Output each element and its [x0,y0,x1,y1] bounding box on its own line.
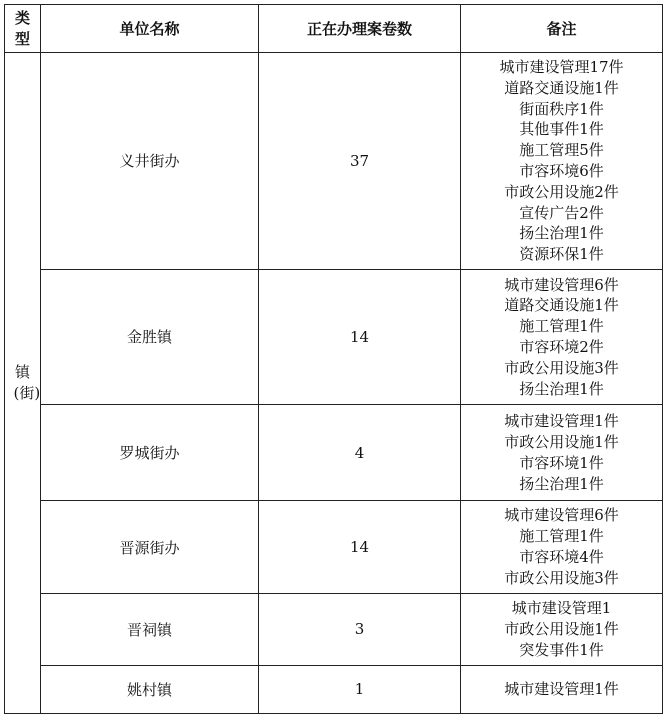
note-cell [461,405,663,501]
note-line: 城市建设管理1件 [504,680,619,699]
case-count: 37 [259,53,461,270]
case-table [4,4,663,714]
note-line: 施工管理1件 [519,317,604,336]
unit-name: 义井街办 [41,53,259,270]
note-line: 市政公用设施3件 [504,358,619,377]
note-line: 城市建设管理17件 [499,57,624,76]
case-count: 4 [259,405,461,501]
note-cell [461,269,663,404]
case-count: 3 [259,593,461,665]
note-line: 道路交通设施1件 [504,296,619,315]
note-line: 扬尘治理1件 [519,224,604,243]
table-row [5,501,663,593]
note-line: 市政公用设施1件 [504,619,619,638]
header-row [5,5,663,53]
case-count: 14 [259,501,461,593]
note-line: 城市建设管理6件 [504,506,619,525]
note-line: 市政公用设施3件 [504,568,619,587]
note-line: 道路交通设施1件 [504,78,619,97]
table-row [5,269,663,404]
note-cell [461,665,663,713]
note-line: 市容环境2件 [519,337,604,356]
unit-name: 金胜镇 [41,269,259,404]
note-line: 施工管理5件 [519,141,604,160]
note-cell [461,593,663,665]
unit-name: 晋源街办 [41,501,259,593]
table-row [5,665,663,713]
unit-name: 姚村镇 [41,665,259,713]
table-row [5,53,663,270]
group-label-cell [5,53,41,714]
note-line: 城市建设管理1件 [504,412,619,431]
unit-name: 罗城街办 [41,405,259,501]
header-type: 类型 [5,5,41,53]
note-line: 宣传广告2件 [519,203,604,222]
group-label: 镇(街) [13,363,41,403]
unit-name: 晋祠镇 [41,593,259,665]
note-cell [461,501,663,593]
note-line: 市政公用设施1件 [504,432,619,451]
header-name: 单位名称 [41,5,259,53]
note-line: 其他事件1件 [519,120,604,139]
note-line: 施工管理1件 [519,527,604,546]
note-line: 突发事件1件 [519,640,604,659]
case-count: 1 [259,665,461,713]
note-line: 扬尘治理1件 [519,379,604,398]
header-note: 备注 [461,5,663,53]
note-line: 市政公用设施2件 [504,182,619,201]
note-line: 城市建设管理6件 [504,275,619,294]
note-line: 市容环境1件 [519,453,604,472]
header-count: 正在办理案卷数 [259,5,461,53]
table-row [5,405,663,501]
note-line: 城市建设管理1 [511,599,612,618]
note-line: 资源环保1件 [519,245,604,264]
note-line: 街面秩序1件 [519,99,604,118]
note-line: 市容环境6件 [519,161,604,180]
note-cell [461,53,663,270]
case-count: 14 [259,269,461,404]
table-row [5,593,663,665]
note-line: 扬尘治理1件 [519,474,604,493]
note-line: 市容环境4件 [519,548,604,566]
